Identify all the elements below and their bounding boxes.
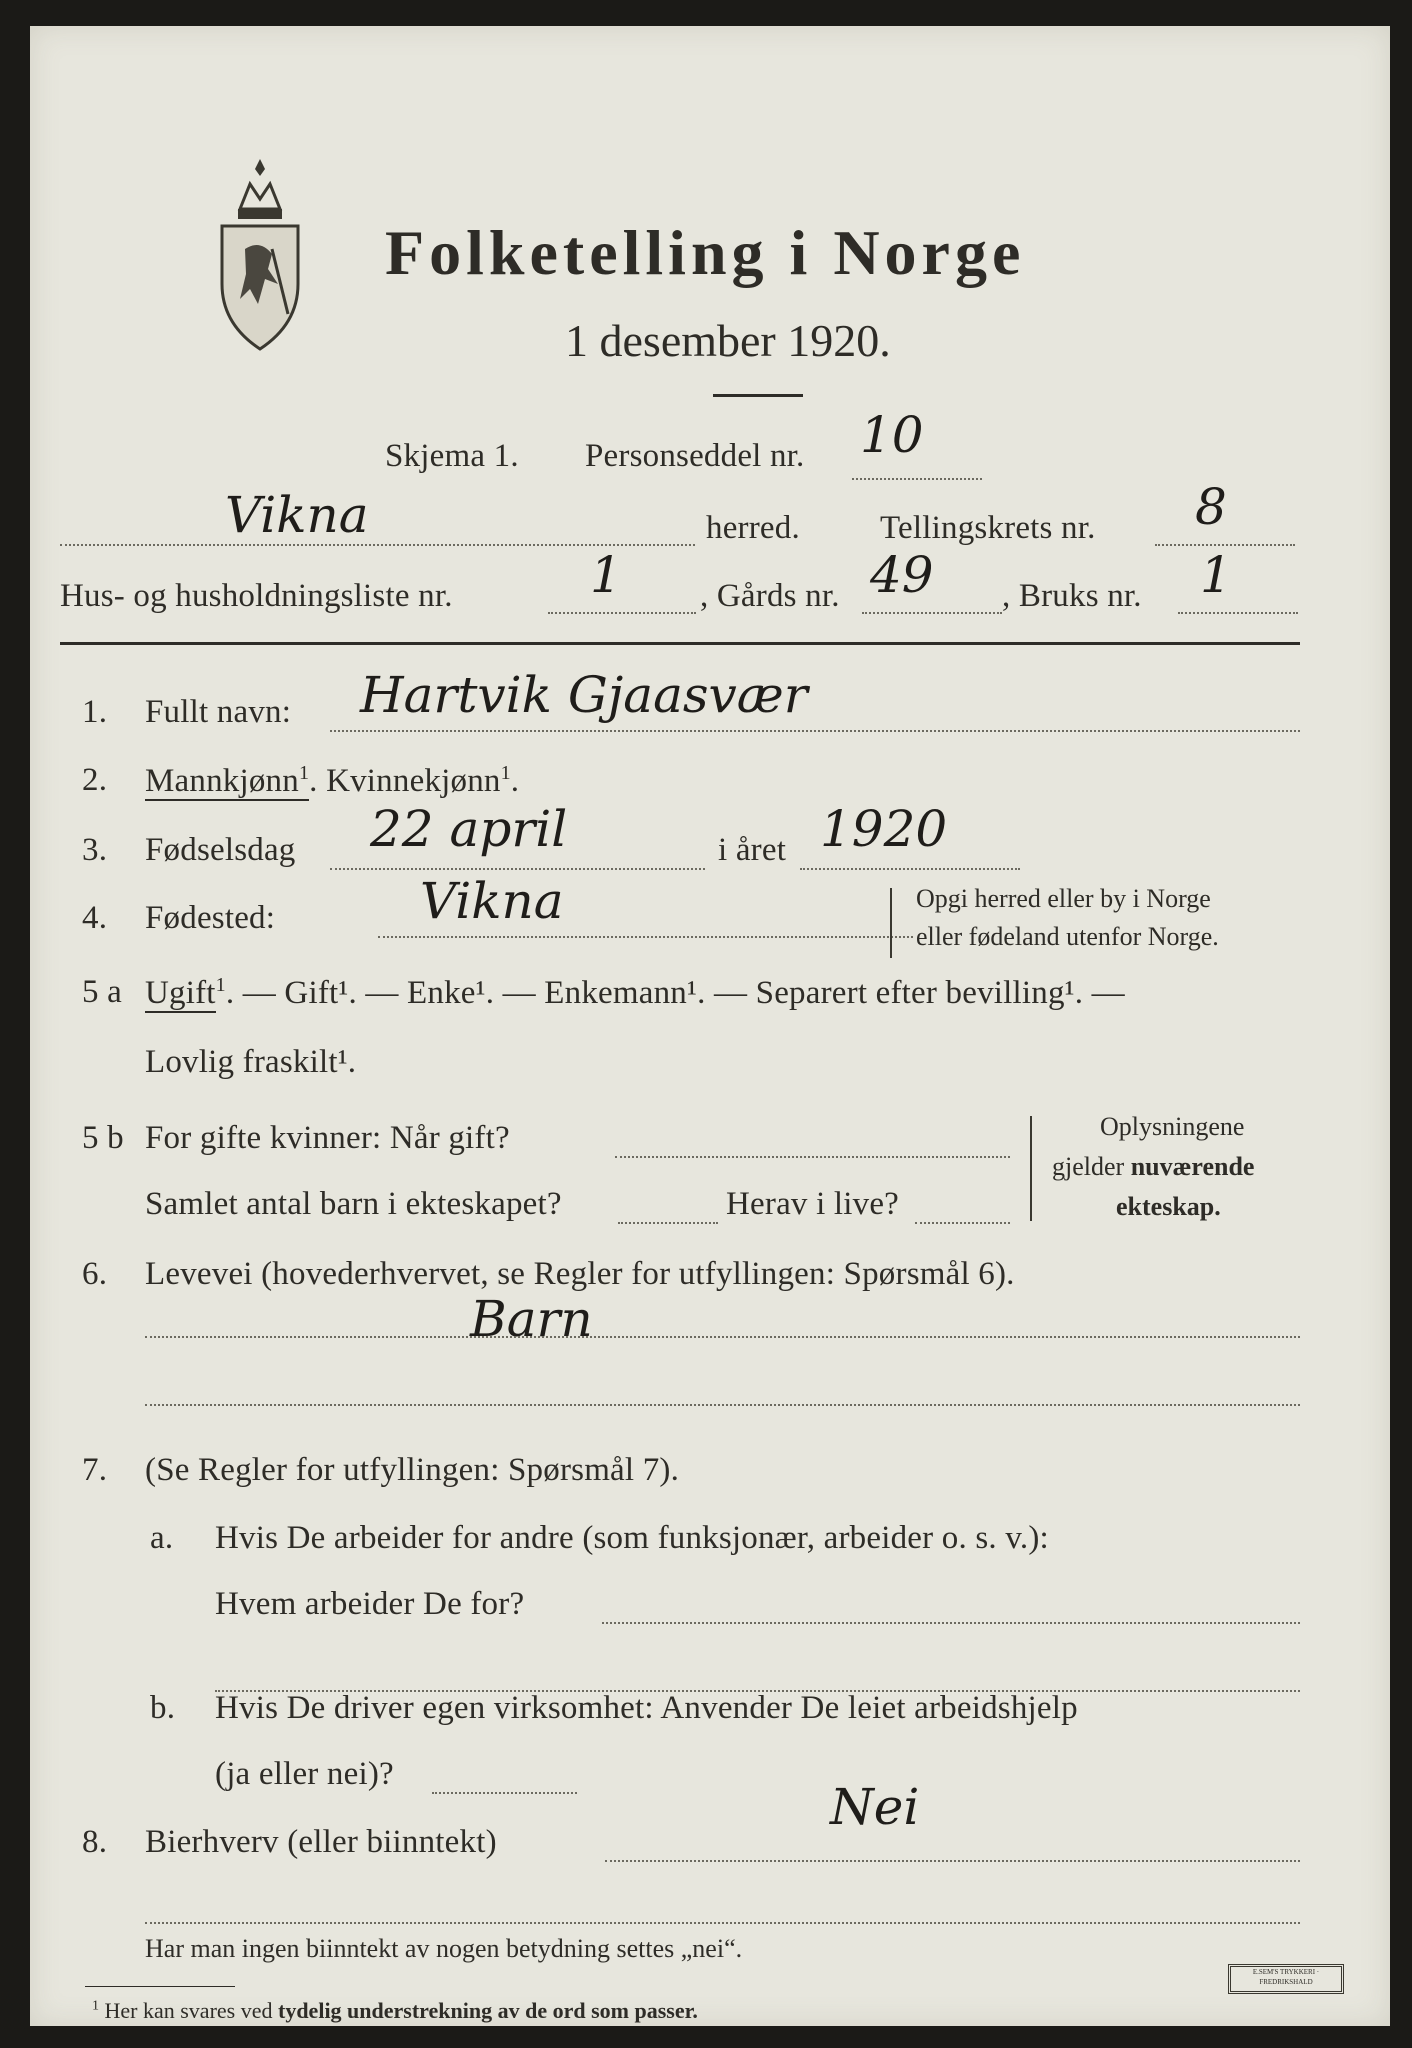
printer-stamp: E.SEM'S TRYKKERI · FREDRIKSHALD bbox=[1228, 1964, 1344, 1994]
q7-label: (Se Regler for utfyllingen: Spørsmål 7). bbox=[145, 1452, 680, 1488]
q5b-note-nuvaerende: nuværende bbox=[1130, 1152, 1255, 1181]
form-date: 1 desember 1920. bbox=[565, 315, 891, 366]
footnote-text-b: tydelig understrekning av de ord som passer. bbox=[278, 1998, 698, 2023]
header-divider bbox=[60, 642, 1300, 645]
form-title: Folketelling i Norge bbox=[385, 217, 1026, 288]
census-form bbox=[30, 26, 1390, 2026]
footnote bbox=[92, 1998, 698, 2024]
q6-line1 bbox=[145, 1336, 1300, 1338]
q7b-answer-line bbox=[432, 1792, 577, 1794]
q7a-line1: Hvis De arbeider for andre (som funksjonær, arbeider o. s. v.): bbox=[215, 1520, 1049, 1556]
bruks-value: 1 bbox=[1200, 546, 1232, 604]
option-male-sup: 1 bbox=[298, 762, 310, 784]
q7a-employer-line bbox=[602, 1622, 1300, 1624]
q1-label: Fullt navn: bbox=[145, 694, 292, 730]
q3-label: Fødselsdag bbox=[145, 832, 296, 868]
q5b-brace bbox=[1030, 1116, 1032, 1221]
q5b-line1: For gifte kvinner: Når gift? bbox=[145, 1120, 510, 1156]
q8-label: Bierhverv (eller biinntekt) bbox=[145, 1824, 497, 1860]
q5b-note-line2 bbox=[1052, 1152, 1254, 1182]
personseddel-label: Personseddel nr. bbox=[585, 438, 805, 474]
q3-value: 22 april bbox=[370, 800, 568, 858]
q5b-note-line3: ekteskap. bbox=[1116, 1192, 1221, 1221]
title-divider bbox=[713, 394, 803, 397]
norway-coat-of-arms-icon bbox=[210, 154, 310, 354]
option-female-text: Kvinnekjønn bbox=[326, 763, 501, 799]
q1-value: Hartvik Gjaasvær bbox=[360, 666, 808, 724]
personseddel-line bbox=[852, 478, 982, 480]
q7b-line2: (ja eller nei)? bbox=[215, 1756, 394, 1792]
option-male bbox=[145, 763, 309, 801]
q1-line bbox=[330, 730, 1300, 732]
q3-year-label: i året bbox=[718, 832, 787, 868]
gards-label: , Gårds nr. bbox=[700, 578, 840, 614]
q4-value: Vikna bbox=[420, 872, 564, 930]
herred-label: herred. bbox=[706, 510, 800, 546]
q7b-number: b. bbox=[150, 1690, 176, 1726]
footnote-text-a: Her kan svares ved bbox=[104, 1998, 273, 2023]
q7a-number: a. bbox=[150, 1520, 174, 1556]
footer-note: Har man ingen biinntekt av nogen betydning settes „nei“. bbox=[145, 1934, 743, 1963]
q8-line2 bbox=[145, 1922, 1300, 1924]
q3-line bbox=[330, 868, 705, 870]
q8-line1 bbox=[605, 1860, 1300, 1862]
husholdning-label: Hus- og husholdningsliste nr. bbox=[60, 578, 453, 614]
q5b-number: 5 b bbox=[82, 1120, 124, 1156]
q5b-alive-line bbox=[915, 1222, 1010, 1224]
q6-number: 6. bbox=[82, 1256, 108, 1292]
option-female-sup: 1 bbox=[500, 762, 511, 784]
option-ugift-sup: 1 bbox=[215, 974, 226, 996]
q4-line bbox=[378, 936, 913, 938]
gards-value: 49 bbox=[870, 546, 934, 604]
q4-number: 4. bbox=[82, 900, 108, 936]
footnote-number: 1 bbox=[92, 1998, 99, 2014]
q5a-other-options: — Gift¹. — Enke¹. — Enkemann¹. — Separert efter bevilling¹. — bbox=[242, 975, 1125, 1011]
q8-number: 8. bbox=[82, 1824, 108, 1860]
tellingskrets-label: Tellingskrets nr. bbox=[880, 510, 1096, 546]
q5b-note-line1: Oplysningene bbox=[1100, 1112, 1245, 1141]
q7a-line2: Hvem arbeider De for? bbox=[215, 1586, 525, 1622]
tellingskrets-value: 8 bbox=[1195, 478, 1227, 536]
footnote-divider bbox=[85, 1986, 235, 1987]
q2-options: Mannkjønn$^1$. Kvinnekjønn$^1$. bbox=[145, 762, 520, 799]
herred-value: Vikna bbox=[225, 486, 369, 544]
q4-note-line1: Opgi herred eller by i Norge bbox=[916, 884, 1211, 913]
q8-value: Nei bbox=[830, 1778, 920, 1836]
husholdning-line bbox=[548, 612, 696, 614]
q3-year-value: 1920 bbox=[820, 800, 948, 858]
personseddel-value: 10 bbox=[860, 406, 924, 464]
q4-brace bbox=[890, 888, 892, 958]
option-ugift: Ugift bbox=[145, 975, 216, 1011]
q5a-line2: Lovlig fraskilt¹. bbox=[145, 1044, 357, 1080]
q5b-note-gjelder: gjelder bbox=[1052, 1152, 1125, 1181]
q5b-married-line bbox=[615, 1156, 1010, 1158]
q3-year-line bbox=[800, 868, 1020, 870]
option-male-text: Mannkjønn bbox=[145, 763, 299, 799]
q4-label: Fødested: bbox=[145, 900, 276, 936]
option-female bbox=[326, 763, 511, 799]
skjema-label: Skjema 1. bbox=[385, 438, 519, 474]
q5a-options: Ugift$^1$. — Gift¹. — Enke¹. — Enkemann¹. — Separert efter bevilling¹. — bbox=[145, 974, 1125, 1011]
q4-note-line2: eller fødeland utenfor Norge. bbox=[916, 922, 1219, 951]
q1-number: 1. bbox=[82, 694, 108, 730]
husholdning-value: 1 bbox=[590, 546, 622, 604]
q6-line2 bbox=[145, 1404, 1300, 1406]
q5b-line2a: Samlet antal barn i ekteskapet? bbox=[145, 1186, 562, 1222]
gards-line bbox=[862, 612, 1002, 614]
q6-value: Barn bbox=[470, 1290, 593, 1348]
q5b-line2b: Herav i live? bbox=[726, 1186, 900, 1222]
q5b-children-line bbox=[618, 1222, 718, 1224]
bruks-label: , Bruks nr. bbox=[1002, 578, 1142, 614]
q7-number: 7. bbox=[82, 1452, 108, 1488]
q3-number: 3. bbox=[82, 832, 108, 868]
q5a-number: 5 a bbox=[82, 974, 122, 1010]
q2-number: 2. bbox=[82, 762, 108, 798]
bruks-line bbox=[1178, 612, 1298, 614]
q7b-line1: Hvis De driver egen virksomhet: Anvender De leiet arbeidshjelp bbox=[215, 1690, 1078, 1726]
q6-label: Levevei (hovederhvervet, se Regler for utfyllingen: Spørsmål 6). bbox=[145, 1256, 1015, 1292]
